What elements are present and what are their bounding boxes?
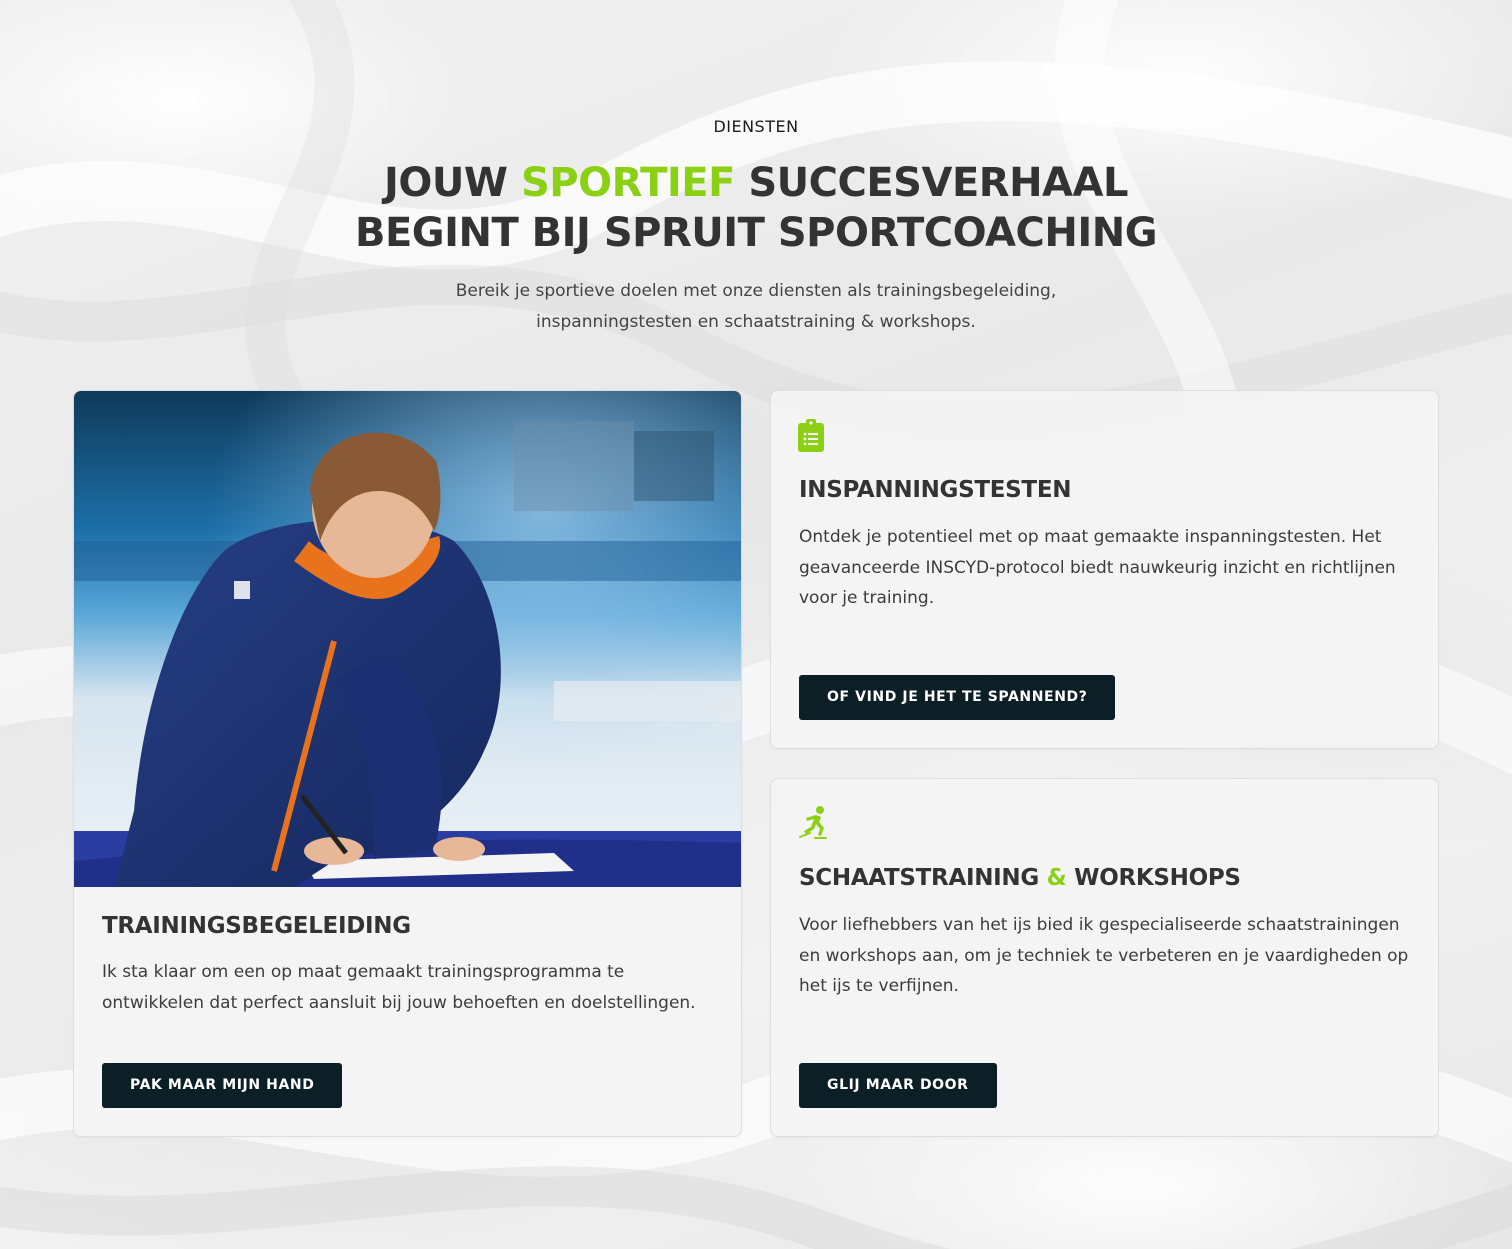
card-trainingsbegeleiding bbox=[73, 390, 742, 1137]
glij-maar-door-button[interactable]: GLIJ MAAR DOOR bbox=[799, 1063, 997, 1108]
card-title-inspanningstesten: INSPANNINGSTESTEN bbox=[799, 477, 1072, 503]
title-part1: SCHAATSTRAINING bbox=[799, 865, 1047, 891]
section-intro bbox=[356, 276, 1156, 338]
card-schaatstraining-workshops bbox=[770, 778, 1439, 1137]
headline-accent: SPORTIEF bbox=[520, 160, 735, 206]
headline-part1: JOUW bbox=[384, 160, 521, 206]
intro-line1: Bereik je sportieve doelen met onze diensten als trainingsbegeleiding, bbox=[455, 281, 1057, 301]
clipboard-list-icon bbox=[798, 419, 824, 452]
card-text-trainingsbegeleiding: Ik sta klaar om een op maat gemaakt trainingsprogramma te ontwikkelen dat perfect aansluit bij jouw behoeften en doelstellingen. bbox=[102, 962, 696, 1013]
title-ampersand: & bbox=[1046, 865, 1067, 891]
ice-skater-icon bbox=[798, 805, 828, 839]
card-text-inspanningstesten: Ontdek je potentieel met op maat gemaakte inspanningstesten. Het geavanceerde INSCYD-protocol biedt nauwkeurig inzicht en richtlijnen voor je training. bbox=[799, 527, 1396, 608]
headline-line2: BEGINT BIJ SPRUIT SPORTCOACHING bbox=[354, 210, 1158, 256]
card-inspanningstesten bbox=[770, 390, 1439, 749]
section-eyebrow: DIENSTEN bbox=[713, 117, 799, 136]
card-title-trainingsbegeleiding: TRAININGSBEGELEIDING bbox=[102, 913, 411, 939]
of-vind-je-het-te-spannend-button[interactable]: OF VIND JE HET TE SPANNEND? bbox=[799, 675, 1115, 720]
intro-line2: inspanningstesten en schaatstraining & workshops. bbox=[536, 312, 976, 332]
headline-part2: SUCCESVERHAAL bbox=[734, 160, 1128, 206]
card-title-schaatstraining-workshops bbox=[799, 865, 1241, 891]
pak-maar-mijn-hand-button[interactable]: PAK MAAR MIJN HAND bbox=[102, 1063, 342, 1108]
card-text-schaatstraining-workshops: Voor liefhebbers van het ijs bied ik gespecialiseerde schaatstrainingen en workshops aan, om je techniek te verbeteren en je vaardigheden op het ijs te verfijnen. bbox=[799, 915, 1409, 996]
section-headline bbox=[0, 158, 1512, 258]
title-part2: WORKSHOPS bbox=[1066, 865, 1241, 891]
skater-writing-photo bbox=[74, 391, 742, 887]
